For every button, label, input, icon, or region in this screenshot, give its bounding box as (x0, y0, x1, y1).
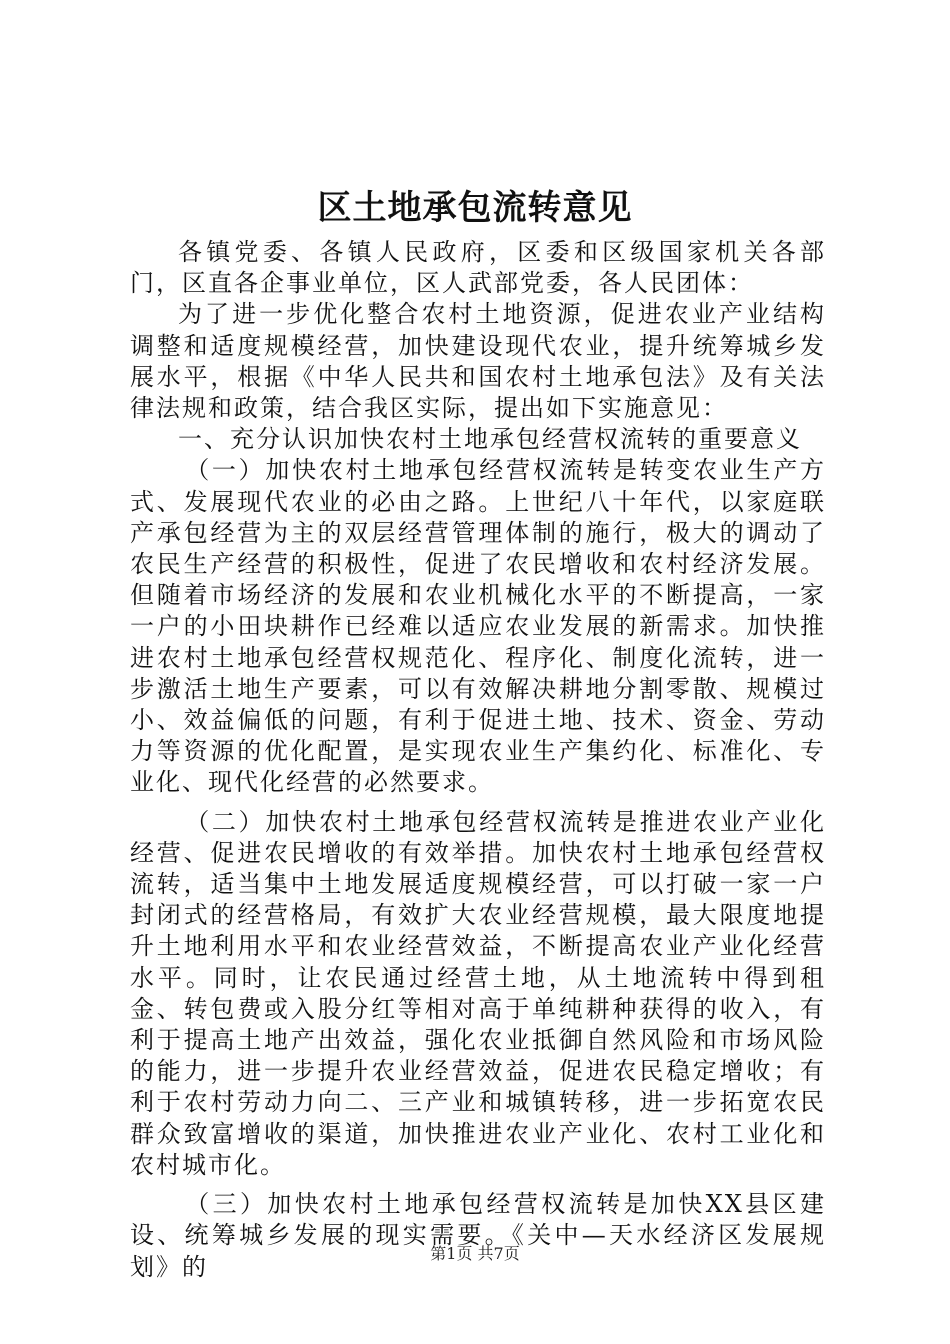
document-body (130, 237, 826, 1283)
page-number-footer: 第1页 共7页 (430, 1244, 520, 1263)
subsection-paragraph-1: （一）加快农村土地承包经营权流转是转变农业生产方式、发展现代农业的必由之路。上世纪八十年代，以家庭联产承包经营为主的双层经营管理体制的施行，极大的调动了农民生产经营的积极性，促进了农民增收和农村经济发展。但随着市场经济的发展和农业机械化水平的不断提高，一家一户的小田块耕作已经难以适应农业发展的新需求。加快推进农村土地承包经营权规范化、程序化、制度化流转，进一步激活土地生产要素，可以有效解决耕地分割零散、规模过小、效益偏低的问题，有利于促进土地、技术、资金、劳动力等资源的优化配置，是实现农业生产集约化、标准化、专业化、现代化经营的必然要求。 (130, 456, 826, 797)
subsection-paragraph-3: （三）加快农村土地承包经营权流转是加快XX县区建设、统筹城乡发展的现实需要。《关中—天水经济区发展规划》的 (130, 1190, 826, 1281)
section-heading-1: 一、充分认识加快农村土地承包经营权流转的重要意义 (178, 425, 802, 454)
document-title: 区土地承包流转意见 (317, 188, 633, 228)
intro-paragraph: 为了进一步优化整合农村土地资源，促进农业产业结构调整和适度规模经营，加快建设现代农业，提升统筹城乡发展水平，根据《中华人民共和国农村土地承包法》及有关法律法规和政策，结合我区实际，提出如下实施意见： (130, 300, 826, 423)
salutation-paragraph: 各镇党委、各镇人民政府，区委和区级国家机关各部门，区直各企事业单位，区人武部党委，各人民团体： (130, 238, 826, 298)
subsection-paragraph-2: （二）加快农村土地承包经营权流转是推进农业产业化经营、促进农民增收的有效举措。加快农村土地承包经营权流转，适当集中土地发展适度规模经营，可以打破一家一户封闭式的经营格局，有效扩大农业经营规模，最大限度地提升土地利用水平和农业经营效益，不断提高农业产业化经营水平。同时，让农民通过经营土地，从土地流转中得到租金、转包费或入股分红等相对高于单纯耕种获得的收入，有利于提高土地产出效益，强化农业抵御自然风险和市场风险的能力，进一步提升农业经营效益，促进农民稳定增收；有利于农村劳动力向二、三产业和城镇转移，进一步拓宽农民群众致富增收的渠道，加快推进农业产业化、农村工业化和农村城市化。 (130, 807, 826, 1179)
